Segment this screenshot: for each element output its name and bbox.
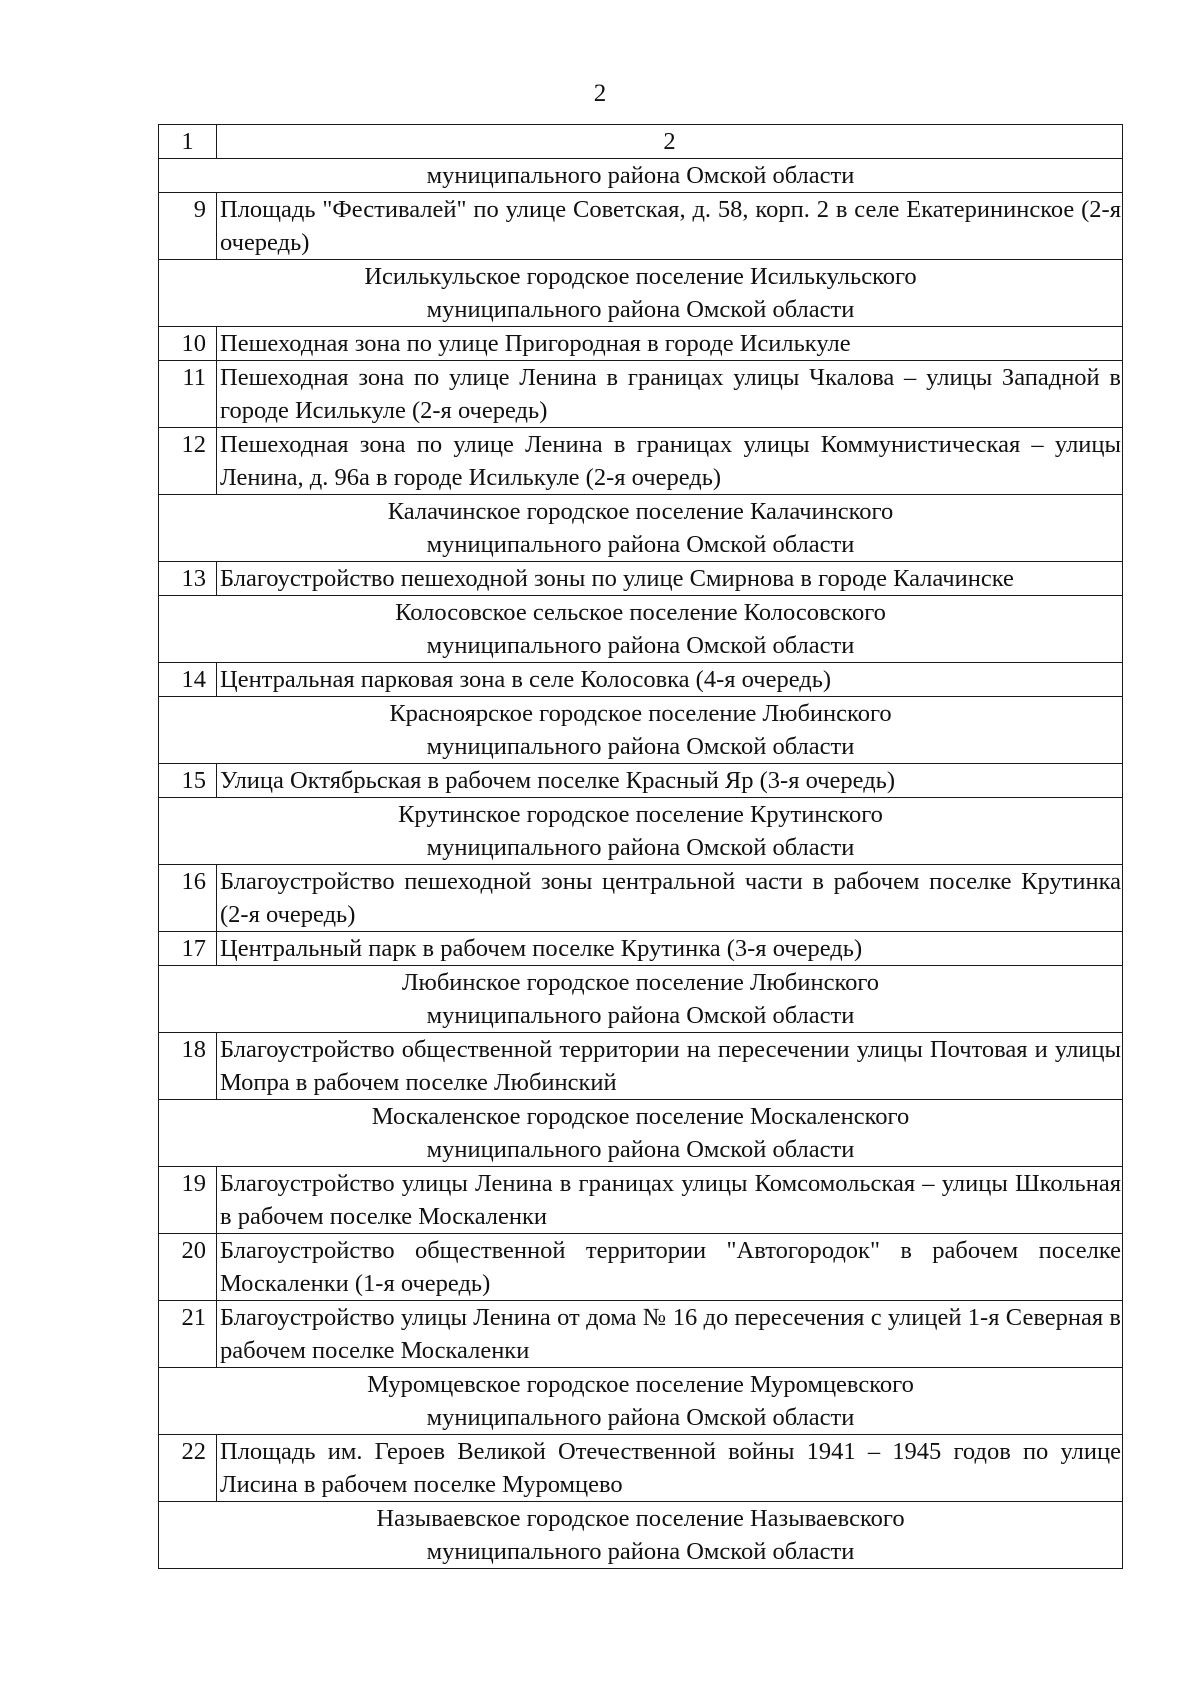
section-title-line: муниципального района Омской области <box>426 1538 855 1565</box>
table-row <box>159 361 1123 428</box>
section-title <box>159 1502 1123 1569</box>
section-header-row <box>159 1502 1123 1569</box>
table-row <box>159 1167 1123 1234</box>
table-row <box>159 562 1123 596</box>
row-object-name: Улица Октябрьская в рабочем поселке Красный Яр (3-я очередь) <box>217 764 1123 798</box>
table-row <box>159 428 1123 495</box>
row-number: 11 <box>159 361 217 428</box>
row-object-name: Благоустройство общественной территории "Автогородок" в рабочем поселке Москаленки (1-я очередь) <box>217 1234 1123 1301</box>
objects-table <box>158 124 1123 1569</box>
row-object-name: Площадь им. Героев Великой Отечественной войны 1941 – 1945 годов по улице Лисина в рабочем поселке Муромцево <box>217 1435 1123 1502</box>
section-title-line: Называевское городское поселение Называевского <box>376 1505 905 1532</box>
section-title-line: муниципального района Омской области <box>426 632 855 659</box>
table-row <box>159 663 1123 697</box>
row-number: 22 <box>159 1435 217 1502</box>
table-row <box>159 1234 1123 1301</box>
row-object-name: Благоустройство пешеходной зоны центральной части в рабочем поселке Крутинка (2-я очередь) <box>217 865 1123 932</box>
row-number: 16 <box>159 865 217 932</box>
row-number: 18 <box>159 1033 217 1100</box>
row-object-name: Пешеходная зона по улице Ленина в границах улицы Чкалова – улицы Западной в городе Исилькуле (2-я очередь) <box>217 361 1123 428</box>
section-header-row <box>159 697 1123 764</box>
table-row <box>159 193 1123 260</box>
row-number: 19 <box>159 1167 217 1234</box>
section-header-row <box>159 260 1123 327</box>
column-name-header: 2 <box>217 125 1123 159</box>
section-title-line: Любинское городское поселение Любинского <box>401 969 880 996</box>
section-title <box>159 159 1123 193</box>
row-number: 20 <box>159 1234 217 1301</box>
row-object-name: Благоустройство улицы Ленина в границах улицы Комсомольская – улицы Школьная в рабочем поселке Москаленки <box>217 1167 1123 1234</box>
section-title-line: муниципального района Омской области <box>426 162 855 189</box>
section-title-line: муниципального района Омской области <box>426 1404 855 1431</box>
section-title <box>159 495 1123 562</box>
section-title-line: муниципального района Омской области <box>426 834 855 861</box>
section-title-line: муниципального района Омской области <box>426 1136 855 1163</box>
row-object-name: Благоустройство улицы Ленина от дома № 16 до пересечения с улицей 1-я Северная в рабочем поселке Москаленки <box>217 1301 1123 1368</box>
row-object-name: Центральная парковая зона в селе Колосовка (4-я очередь) <box>217 663 1123 697</box>
section-title <box>159 697 1123 764</box>
section-title-line: Колосовское сельское поселение Колосовского <box>395 599 886 626</box>
table-row <box>159 1301 1123 1368</box>
table-row <box>159 1033 1123 1100</box>
table-row <box>159 865 1123 932</box>
section-header-row <box>159 159 1123 193</box>
section-title-line: муниципального района Омской области <box>426 1002 855 1029</box>
section-header-row <box>159 798 1123 865</box>
table-row <box>159 327 1123 361</box>
row-number: 13 <box>159 562 217 596</box>
table-header-row <box>159 125 1123 159</box>
row-object-name: Благоустройство общественной территории на пересечении улицы Почтовая и улицы Мопра в рабочем поселке Любинский <box>217 1033 1123 1100</box>
section-header-row <box>159 1100 1123 1167</box>
table-row <box>159 764 1123 798</box>
row-object-name: Благоустройство пешеходной зоны по улице Смирнова в городе Калачинске <box>217 562 1123 596</box>
row-number: 21 <box>159 1301 217 1368</box>
section-header-row <box>159 1368 1123 1435</box>
section-title-line: Красноярское городское поселение Любинского <box>389 700 892 727</box>
section-title-line: Калачинское городское поселение Калачинского <box>387 498 894 525</box>
section-title-line: муниципального района Омской области <box>426 733 855 760</box>
section-title <box>159 798 1123 865</box>
row-number: 15 <box>159 764 217 798</box>
row-object-name: Площадь "Фестивалей" по улице Советская, д. 58, корп. 2 в селе Екатерининское (2-я очередь) <box>217 193 1123 260</box>
table-row <box>159 1435 1123 1502</box>
section-header-row <box>159 495 1123 562</box>
section-title-line: муниципального района Омской области <box>426 296 855 323</box>
section-title <box>159 966 1123 1033</box>
page-number: 2 <box>593 80 607 107</box>
row-object-name: Пешеходная зона по улице Ленина в границах улицы Коммунистическая – улицы Ленина, д. 96а в городе Исилькуле (2-я очередь) <box>217 428 1123 495</box>
row-number: 14 <box>159 663 217 697</box>
row-number: 9 <box>159 193 217 260</box>
row-number: 12 <box>159 428 217 495</box>
section-title <box>159 1368 1123 1435</box>
section-title-line: Крутинское городское поселение Крутинского <box>398 801 883 828</box>
table-row <box>159 932 1123 966</box>
section-title-line: муниципального района Омской области <box>426 531 855 558</box>
section-title <box>159 1100 1123 1167</box>
section-title-line: Исилькульское городское поселение Исилькульского <box>364 263 917 290</box>
section-header-row <box>159 966 1123 1033</box>
row-object-name: Центральный парк в рабочем поселке Крутинка (3-я очередь) <box>217 932 1123 966</box>
column-number-header: 1 <box>159 125 217 159</box>
section-title-line: Муромцевское городское поселение Муромцевского <box>367 1371 914 1398</box>
section-title <box>159 260 1123 327</box>
row-number: 10 <box>159 327 217 361</box>
section-title <box>159 596 1123 663</box>
section-title-line: Москаленское городское поселение Москаленского <box>371 1103 910 1130</box>
table-body <box>159 125 1123 1569</box>
row-object-name: Пешеходная зона по улице Пригородная в городе Исилькуле <box>217 327 1123 361</box>
row-number: 17 <box>159 932 217 966</box>
section-header-row <box>159 596 1123 663</box>
